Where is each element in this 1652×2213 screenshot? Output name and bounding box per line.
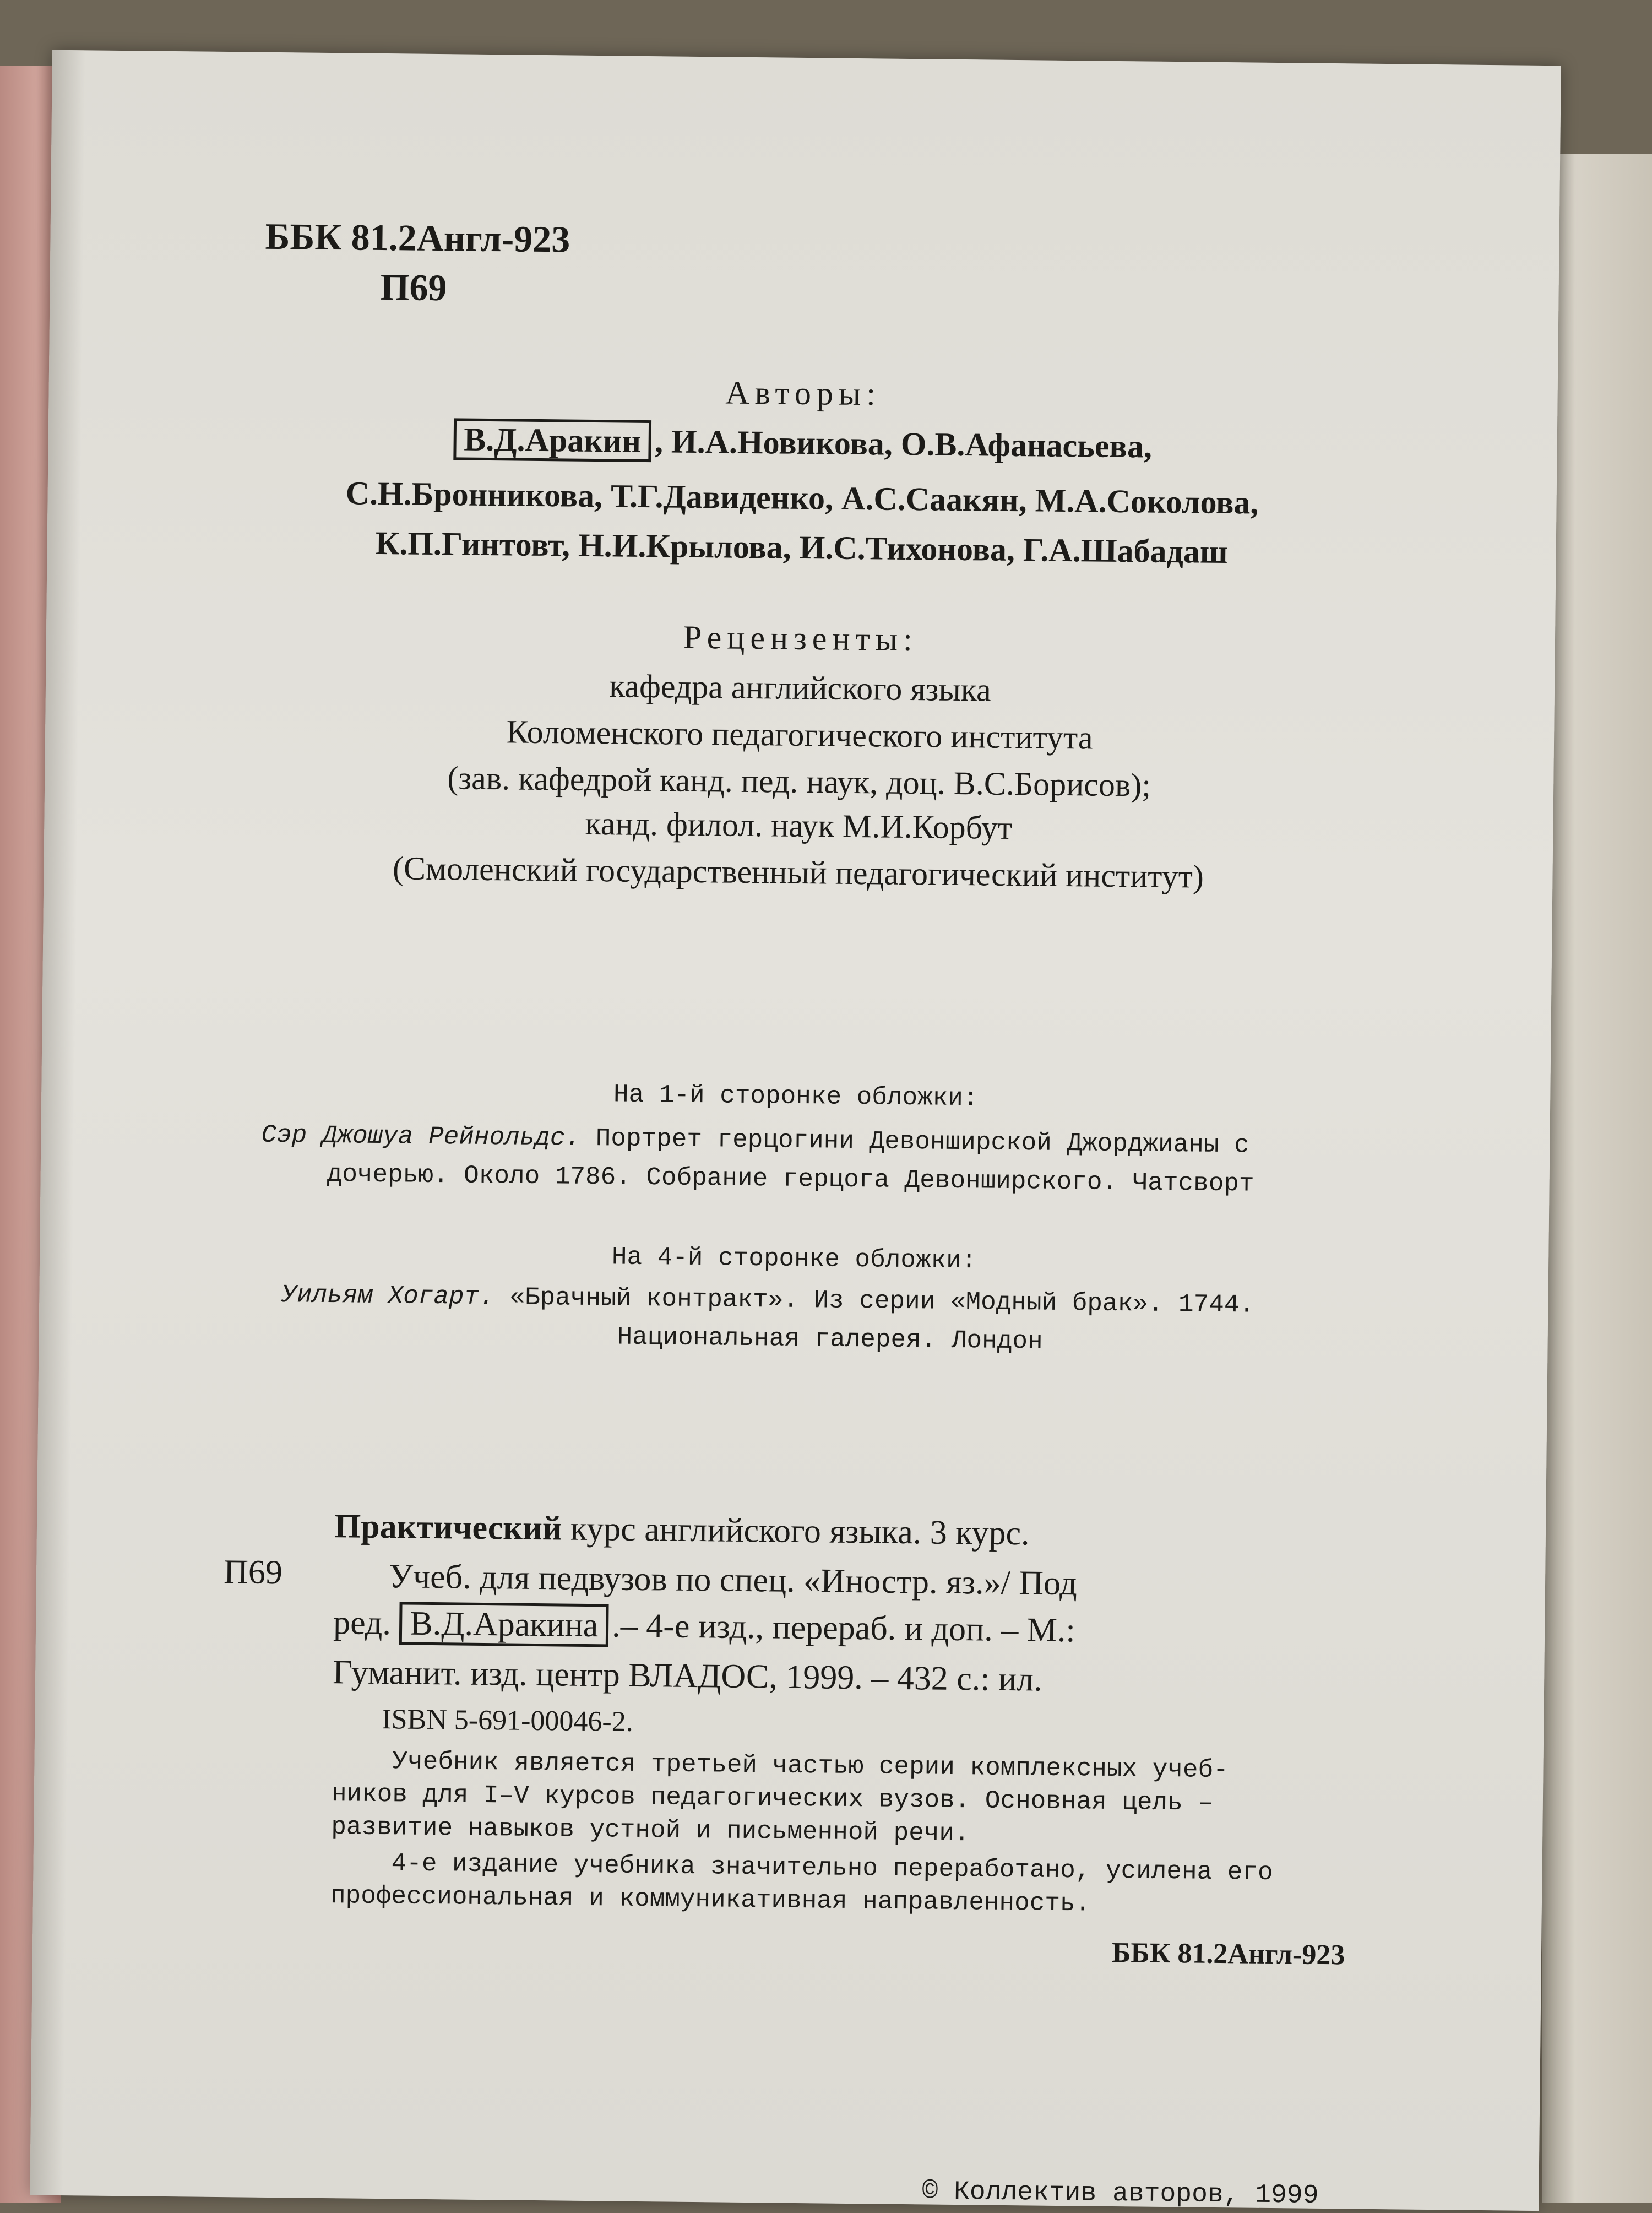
front-cover-line-2: дочерью. Около 1786. Собрание герцога Девонширского. Чатсворт	[327, 1159, 1254, 1198]
bib-line-2: Учеб. для педвузов по спец. «Иностр. яз.»/ Под	[388, 1558, 1078, 1603]
author-mark: П69	[380, 265, 447, 309]
back-cover-line-1	[281, 1281, 1254, 1319]
annotation-line: развитие навыков устной и письменной речи.	[331, 1813, 970, 1848]
annotation-line: ников для I–V курсов педагогических вузов. Основная цель –	[331, 1780, 1214, 1818]
authors-line-1	[48, 416, 1557, 470]
bib-line-3-pre: ред.	[333, 1604, 400, 1642]
reviewer-line: кафедра английского языка	[608, 668, 992, 708]
annotation-line: 4-е издание учебника значительно переработано, усилена его	[391, 1849, 1273, 1887]
bib-line-4: Гуманит. изд. центр ВЛАДОС, 1999. – 432 с.: ил.	[332, 1653, 1043, 1699]
authors-line-2: С.Н.Бронникова, Т.Г.Давиденко, А.С.Саакян, М.А.Соколова,	[345, 475, 1259, 521]
bbk-code: ББК 81.2Англ-923	[265, 215, 570, 261]
bib-line-3-post: .– 4-е изд., перераб. и доп. – М.:	[612, 1607, 1075, 1650]
isbn: ISBN 5-691-00046-2.	[382, 1704, 634, 1738]
front-cover-heading: На 1-й сторонке обложки:	[613, 1080, 979, 1113]
back-cover-artist: Уильям Хогарт.	[281, 1281, 495, 1312]
authors-line-1-rest: , И.А.Новикова, О.В.Афанасьева,	[654, 423, 1153, 465]
back-cover-line-1-rest: «Брачный контракт». Из серии «Модный брак». 1744.	[494, 1283, 1255, 1320]
bib-title-rest: курс английского языка. 3 курс.	[562, 1510, 1030, 1553]
bib-title-line	[334, 1507, 1030, 1553]
bib-author-mark: П69	[223, 1553, 283, 1592]
reviewer-line: (зав. кафедрой канд. пед. наук, доц. В.С.Борисов);	[447, 760, 1151, 804]
bib-editor-boxed: В.Д.Аракина	[399, 1602, 609, 1647]
back-cover-line-2: Национальная галерея. Лондон	[617, 1322, 1043, 1356]
bib-title-bold: Практический	[334, 1507, 562, 1548]
chief-author-boxed: В.Д.Аракин	[453, 418, 651, 462]
reviewer-line: Коломенского педагогического института	[506, 713, 1093, 756]
bbk-code-bottom: ББК 81.2Англ-923	[1111, 1937, 1345, 1971]
authors-line-3: К.П.Гинтовт, Н.И.Крылова, И.С.Тихонова, Г.А.Шабадаш	[375, 524, 1228, 571]
annotation-line: Учебник является третьей частью серии комплексных учеб-	[392, 1747, 1229, 1785]
front-cover-line-1-rest: Портрет герцогини Девонширской Джорджианы с	[580, 1124, 1249, 1160]
reviewers-heading: Рецензенты:	[683, 619, 919, 658]
bib-line-3	[333, 1603, 1075, 1650]
annotation-line: профессиональная и коммуникативная направленность.	[330, 1881, 1091, 1918]
reviewer-line: (Смоленский государственный педагогический институт)	[392, 850, 1204, 895]
facing-page-edge	[1542, 154, 1652, 2203]
back-cover-heading: На 4-й сторонке обложки:	[611, 1243, 977, 1276]
title-verso-page	[30, 50, 1561, 2211]
reviewer-line: канд. филол. наук М.И.Корбут	[585, 805, 1013, 846]
copyright-notice: © Коллектив авторов, 1999	[922, 2177, 1319, 2211]
front-cover-artist: Сэр Джошуа Рейнольдс.	[261, 1120, 581, 1153]
front-cover-line-1	[261, 1121, 1249, 1160]
authors-heading: Авторы:	[725, 374, 882, 413]
